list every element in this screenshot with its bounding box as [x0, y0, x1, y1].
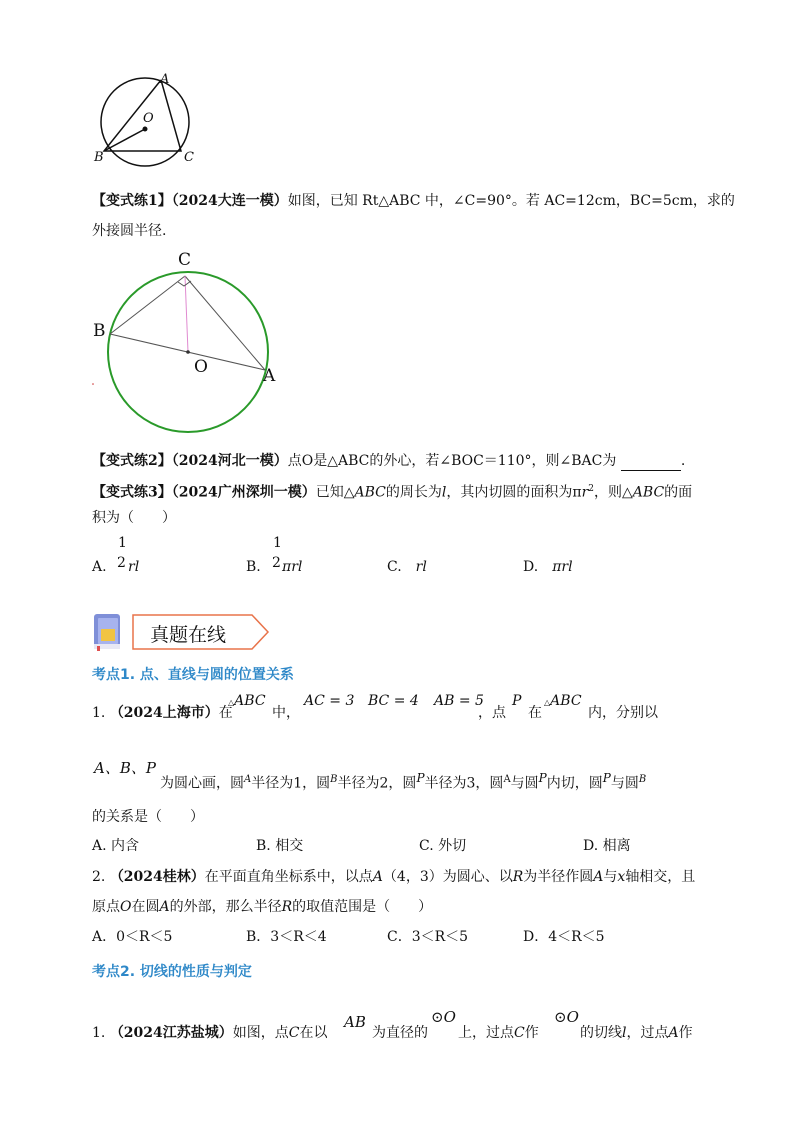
- fig2-label-A: A: [263, 366, 276, 386]
- ex1-source: （2024大连一模）: [171, 193, 288, 209]
- kp1-q1-mid: 中，: [272, 705, 300, 721]
- ex2-end: .: [680, 453, 686, 469]
- kp1-q1-end: 内，分别以: [588, 705, 658, 721]
- ex3-option-A-frac-num: 1: [118, 535, 127, 551]
- kp1-q2-option-B[interactable]: B．3＜R＜4: [246, 929, 327, 945]
- q-source: （2024上海市）: [109, 705, 219, 721]
- ex2-text: 点O是△ABC的外心，若∠BOC＝110°，则∠BAC为: [287, 453, 617, 469]
- kp1-q1-point: ，点: [478, 705, 506, 721]
- ex3-abc-2: ABC: [632, 484, 665, 501]
- ex3-option-B-tail: πrl: [282, 559, 303, 575]
- ex1-text: 如图，已知 Rt△ABC 中，∠C=90°。若 AC=12cm，BC=5cm，求的: [287, 193, 735, 209]
- ex1-tag: 【变式练1】: [92, 193, 172, 209]
- kp1-q2-option-D[interactable]: D．4＜R＜5: [523, 929, 605, 945]
- kp2-q1-c: 为直径的: [372, 1025, 428, 1041]
- ex2-answer-blank[interactable]: [621, 456, 681, 471]
- ex3-r: r: [581, 484, 589, 501]
- ex3-text-a: 已知△: [315, 484, 355, 501]
- option-tail: πrl: [552, 559, 573, 575]
- kp1-q1-line3: 的关系是（ ）: [92, 809, 204, 825]
- option-letter: B.: [246, 559, 261, 575]
- ex3-text-d: ，则△: [594, 484, 633, 501]
- kp1-q1-tri-2: △ABC: [544, 693, 582, 709]
- ex3-text-c: ，其内切圆的面积为π: [446, 484, 582, 501]
- q-num: 1.: [92, 705, 106, 721]
- ex3-l: l: [441, 484, 447, 501]
- fig2-label-B: B: [93, 321, 106, 341]
- ex3-option-A-tail: rl: [128, 559, 140, 575]
- option-letter: A.: [92, 559, 107, 575]
- ex2-line: [92, 451, 685, 471]
- kp1-q1-in2: 在: [528, 705, 542, 721]
- fig1-label-B: B: [94, 150, 104, 165]
- ex1-line1: [92, 191, 735, 211]
- figure-circle-right-triangle: [88, 248, 288, 433]
- kp1-q1-P: P: [512, 693, 522, 709]
- kp1-q2-option-A[interactable]: A．0＜R＜5: [92, 929, 173, 945]
- fig1-label-A: A: [160, 72, 170, 87]
- kp1-q1-bc: BC = 4: [368, 693, 419, 709]
- fig1-label-O: O: [143, 111, 154, 126]
- ex3-abc-1: ABC: [354, 484, 386, 501]
- kp2-q1-odot-1: ⊙O: [431, 1008, 456, 1026]
- kp2-title: 考点2. 切线的性质与判定: [92, 964, 252, 980]
- ex3-option-D[interactable]: [523, 557, 573, 577]
- ex3-line2: 积为（ ）: [92, 510, 176, 526]
- option-tail: rl: [415, 559, 427, 575]
- kp2-q1-AB: AB: [344, 1013, 366, 1031]
- kp1-q1-line2: 为圆心画，圆$^A$半径为1，圆$^B$半径为2，圆$^P$半径为3，圆$^A$与圆$^P$内切，圆$^P$与圆$^B$: [160, 771, 647, 792]
- ex3-text-e: 的面: [664, 484, 693, 501]
- kp1-q1-line1: [92, 703, 233, 723]
- kp1-q1-option-A[interactable]: A. 内含: [92, 838, 140, 854]
- kp1-q2-line2: 原点O在圆A的外部，那么半径R的取值范围是（ ）: [92, 899, 433, 915]
- q-text: 在: [218, 705, 233, 721]
- kp1-q1-option-C[interactable]: C. 外切: [419, 838, 467, 854]
- book-icon: [92, 613, 124, 651]
- kp1-q2-line1: 2. （2024桂林）在平面直角坐标系中，以点A（4，3）为圆心、以R为半径作圆A与x轴相交，且: [92, 869, 696, 885]
- ex3-option-A[interactable]: [92, 557, 107, 577]
- kp1-q1-ab: AB = 5: [434, 693, 484, 709]
- kp2-q1-d: 上，过点C作: [458, 1025, 539, 1041]
- kp1-q1-tri-1: △ABC: [228, 693, 266, 709]
- ex3-sup: 2: [588, 484, 594, 494]
- kp1-q1-letters: A、B、P: [94, 759, 156, 777]
- banner-title: 真题在线: [150, 624, 227, 646]
- ex1-line2: 外接圆半径.: [92, 223, 167, 239]
- ex3-line1: [92, 479, 692, 503]
- kp1-q2-option-C[interactable]: C．3＜R＜5: [387, 929, 469, 945]
- kp2-q1-f: 的切线l，过点A作: [580, 1025, 693, 1041]
- option-letter: C.: [387, 559, 402, 575]
- kp1-q1-option-B[interactable]: B. 相交: [256, 838, 304, 854]
- fig1-label-C: C: [184, 150, 194, 165]
- fig2-label-C: C: [178, 250, 192, 270]
- ex3-source: （2024广州深圳一模）: [171, 484, 316, 501]
- kp1-q1-ac: AC = 3: [304, 693, 355, 709]
- ex3-option-A-frac-den: 2: [117, 555, 126, 571]
- kp2-q1-line1: 1. （2024江苏盐城）如图，点C在以: [92, 1025, 328, 1041]
- fig2-label-O: O: [194, 357, 208, 377]
- kp1-title: 考点1. 点、直线与圆的位置关系: [92, 667, 294, 683]
- ex3-text-b: 的周长为: [385, 484, 442, 501]
- ex3-tag: 【变式练3】: [92, 484, 172, 501]
- option-letter: D.: [523, 559, 539, 575]
- ex3-option-B[interactable]: [246, 557, 261, 577]
- ex2-source: （2024河北一模）: [171, 453, 288, 469]
- ex2-tag: 【变式练2】: [92, 453, 172, 469]
- kp2-q1-odot-2: ⊙O: [554, 1008, 579, 1026]
- kp1-q1-option-D[interactable]: D. 相离: [583, 838, 631, 854]
- ex3-option-B-frac-den: 2: [272, 555, 281, 571]
- ex3-option-C[interactable]: [387, 557, 427, 577]
- ex3-option-B-frac-num: 1: [273, 535, 282, 551]
